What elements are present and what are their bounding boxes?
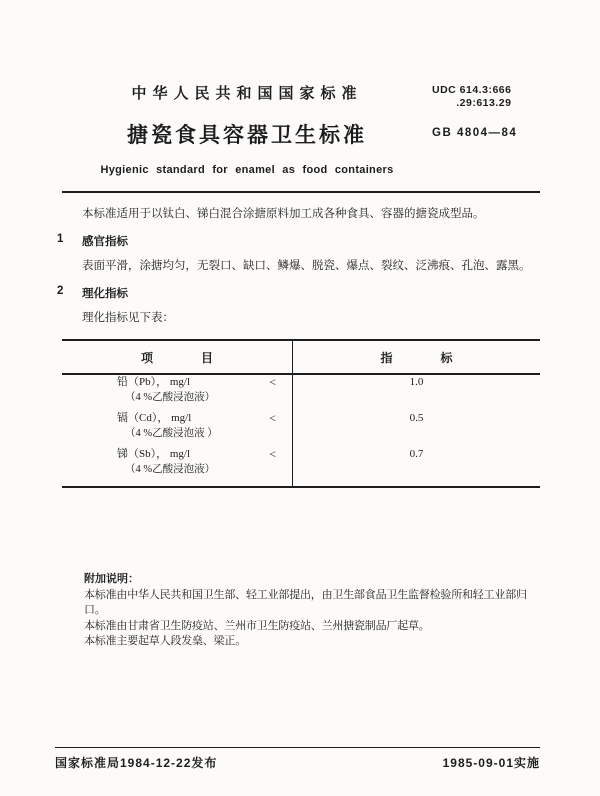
row-value: 0.5 [409, 412, 424, 424]
table-row [62, 409, 540, 445]
spec-table [62, 339, 540, 488]
issue-date-label: 国家标准局1984-12-22发布 [55, 756, 218, 770]
standard-number: GB 4804—84 [432, 127, 518, 140]
section-1-text: 表面平滑，涂搪均匀，无裂口、缺口、鳞爆、脱瓷、爆点、裂纹、泛沸痕、孔泡、露黑。 [82, 260, 531, 272]
row-item-condition: （4 %乙酸浸泡液） [125, 464, 216, 475]
less-than-symbol: < [269, 447, 276, 461]
row-value: 1.0 [409, 376, 424, 388]
section-1-number: 1 [57, 233, 64, 245]
less-than-symbol: < [269, 411, 276, 425]
row-item-label: 铅（Pb）， mg/l [117, 376, 191, 388]
section-2-title: 理化指标 [82, 288, 128, 300]
spec-table-header-value: 指 标 [380, 351, 453, 365]
document-title-en: Hygienic standard for enamel as food containers [100, 164, 394, 176]
header-divider-rule [62, 191, 540, 193]
udc-line-1: UDC 614.3:666 [432, 84, 512, 96]
note-line-proposer: 本标准由中华人民共和国卫生部、轻工业部提出，由卫生部食品卫生监督检验所和轻工业部归口。 [84, 588, 527, 616]
supplementary-notes [84, 572, 540, 650]
udc-line-2: .29:613.29 [456, 97, 512, 110]
document-header [62, 82, 540, 176]
section-2-text: 理化指标见下表： [82, 312, 174, 324]
national-standard-label: 中华人民共和国国家标准 [131, 85, 363, 102]
row-value: 0.7 [409, 448, 424, 460]
section-2-number: 2 [57, 285, 64, 297]
table-row [62, 445, 540, 486]
header-right-column [432, 82, 540, 176]
section-1-title: 感官指标 [82, 236, 128, 248]
spec-table-header-item: 项 目 [62, 341, 293, 373]
row-item-label: 镉（Cd）， mg/l [117, 412, 192, 424]
udc-classification [432, 84, 511, 110]
row-item-label: 锑（Sb）， mg/l [117, 448, 191, 460]
section-2-heading [57, 285, 540, 301]
less-than-symbol: < [269, 375, 276, 389]
spec-table-header-row [62, 341, 540, 375]
note-line-drafters: 本标准主要起草人段发燊、梁正。 [84, 635, 246, 647]
section-1-heading [57, 233, 540, 249]
note-line-drafting-orgs: 本标准由甘肃省卫生防疫站、兰州市卫生防疫站、兰州搪瓷制品厂起草。 [84, 619, 430, 632]
effective-date-label: 1985-09-01实施 [442, 756, 540, 770]
table-row [62, 375, 540, 409]
document-title-cn: 搪瓷食具容器卫生标准 [127, 124, 367, 147]
notes-title: 附加说明： [84, 573, 139, 585]
scope-paragraph: 本标准适用于以钛白、锑白混合涂搪原料加工成各种食具、容器的搪瓷成型品。 [82, 208, 485, 220]
page-content [57, 0, 540, 650]
row-item-condition: （4 %乙酸浸泡液 ） [125, 428, 218, 439]
row-item-condition: （4 %乙酸浸泡液） [125, 392, 216, 403]
header-main-column [62, 82, 432, 176]
document-footer [55, 747, 540, 771]
